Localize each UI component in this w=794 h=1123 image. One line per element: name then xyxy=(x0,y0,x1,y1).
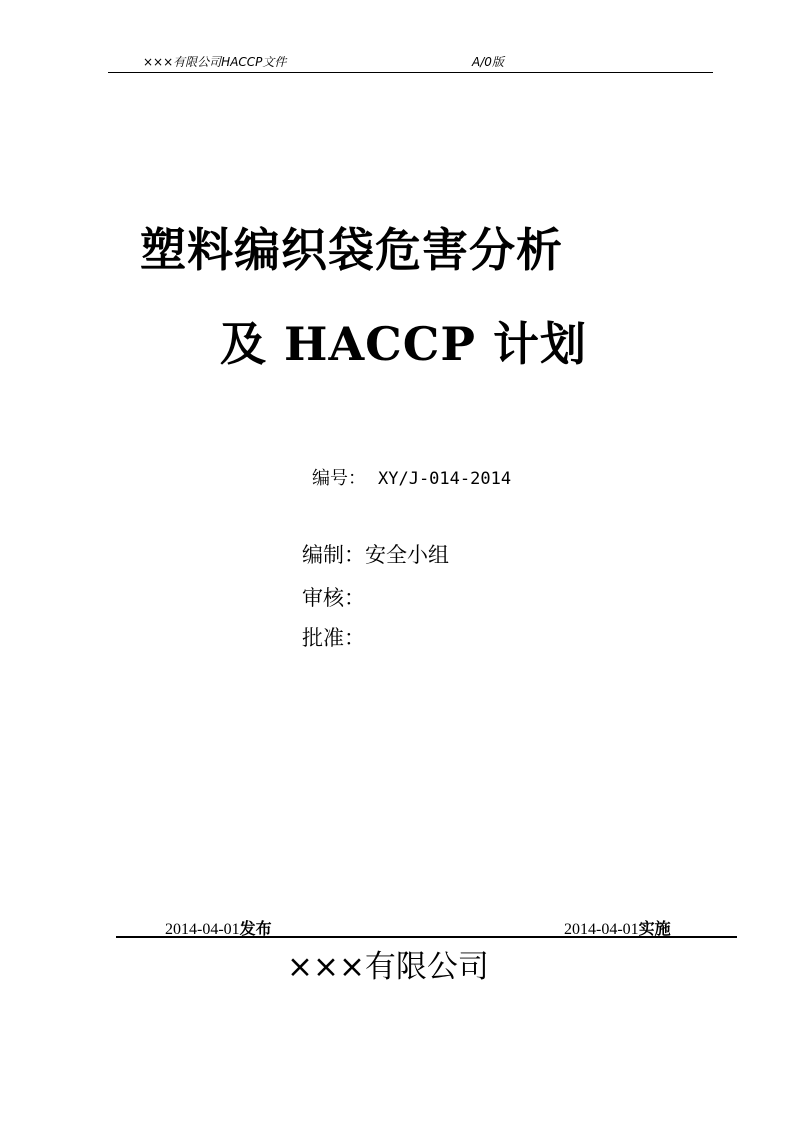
effective-date-value: 2014-04-01 xyxy=(564,921,639,938)
document-title-line1: 塑料编织袋危害分析 xyxy=(140,223,563,277)
document-number-label: 编号： xyxy=(312,468,366,489)
company-name: ×××有限公司 xyxy=(287,949,489,985)
header-rule xyxy=(108,72,713,73)
approved-by: 批准： xyxy=(302,626,365,650)
footer-rule xyxy=(116,936,737,938)
document-number xyxy=(312,464,511,490)
release-date-value: 2014-04-01 xyxy=(165,921,240,938)
reviewed-by: 审核： xyxy=(302,586,365,610)
release-label: 发布 xyxy=(239,919,272,938)
effective-label: 实施 xyxy=(638,919,671,938)
prepared-by: 编制：安全小组 xyxy=(302,543,449,567)
header-version: A/0版 xyxy=(472,55,504,69)
document-number-value: XY/J-014-2014 xyxy=(378,469,512,489)
document-title-line2: 及 HACCP 计划 xyxy=(220,317,587,371)
header-company-doc: ×××有限公司HACCP文件 xyxy=(143,55,287,69)
